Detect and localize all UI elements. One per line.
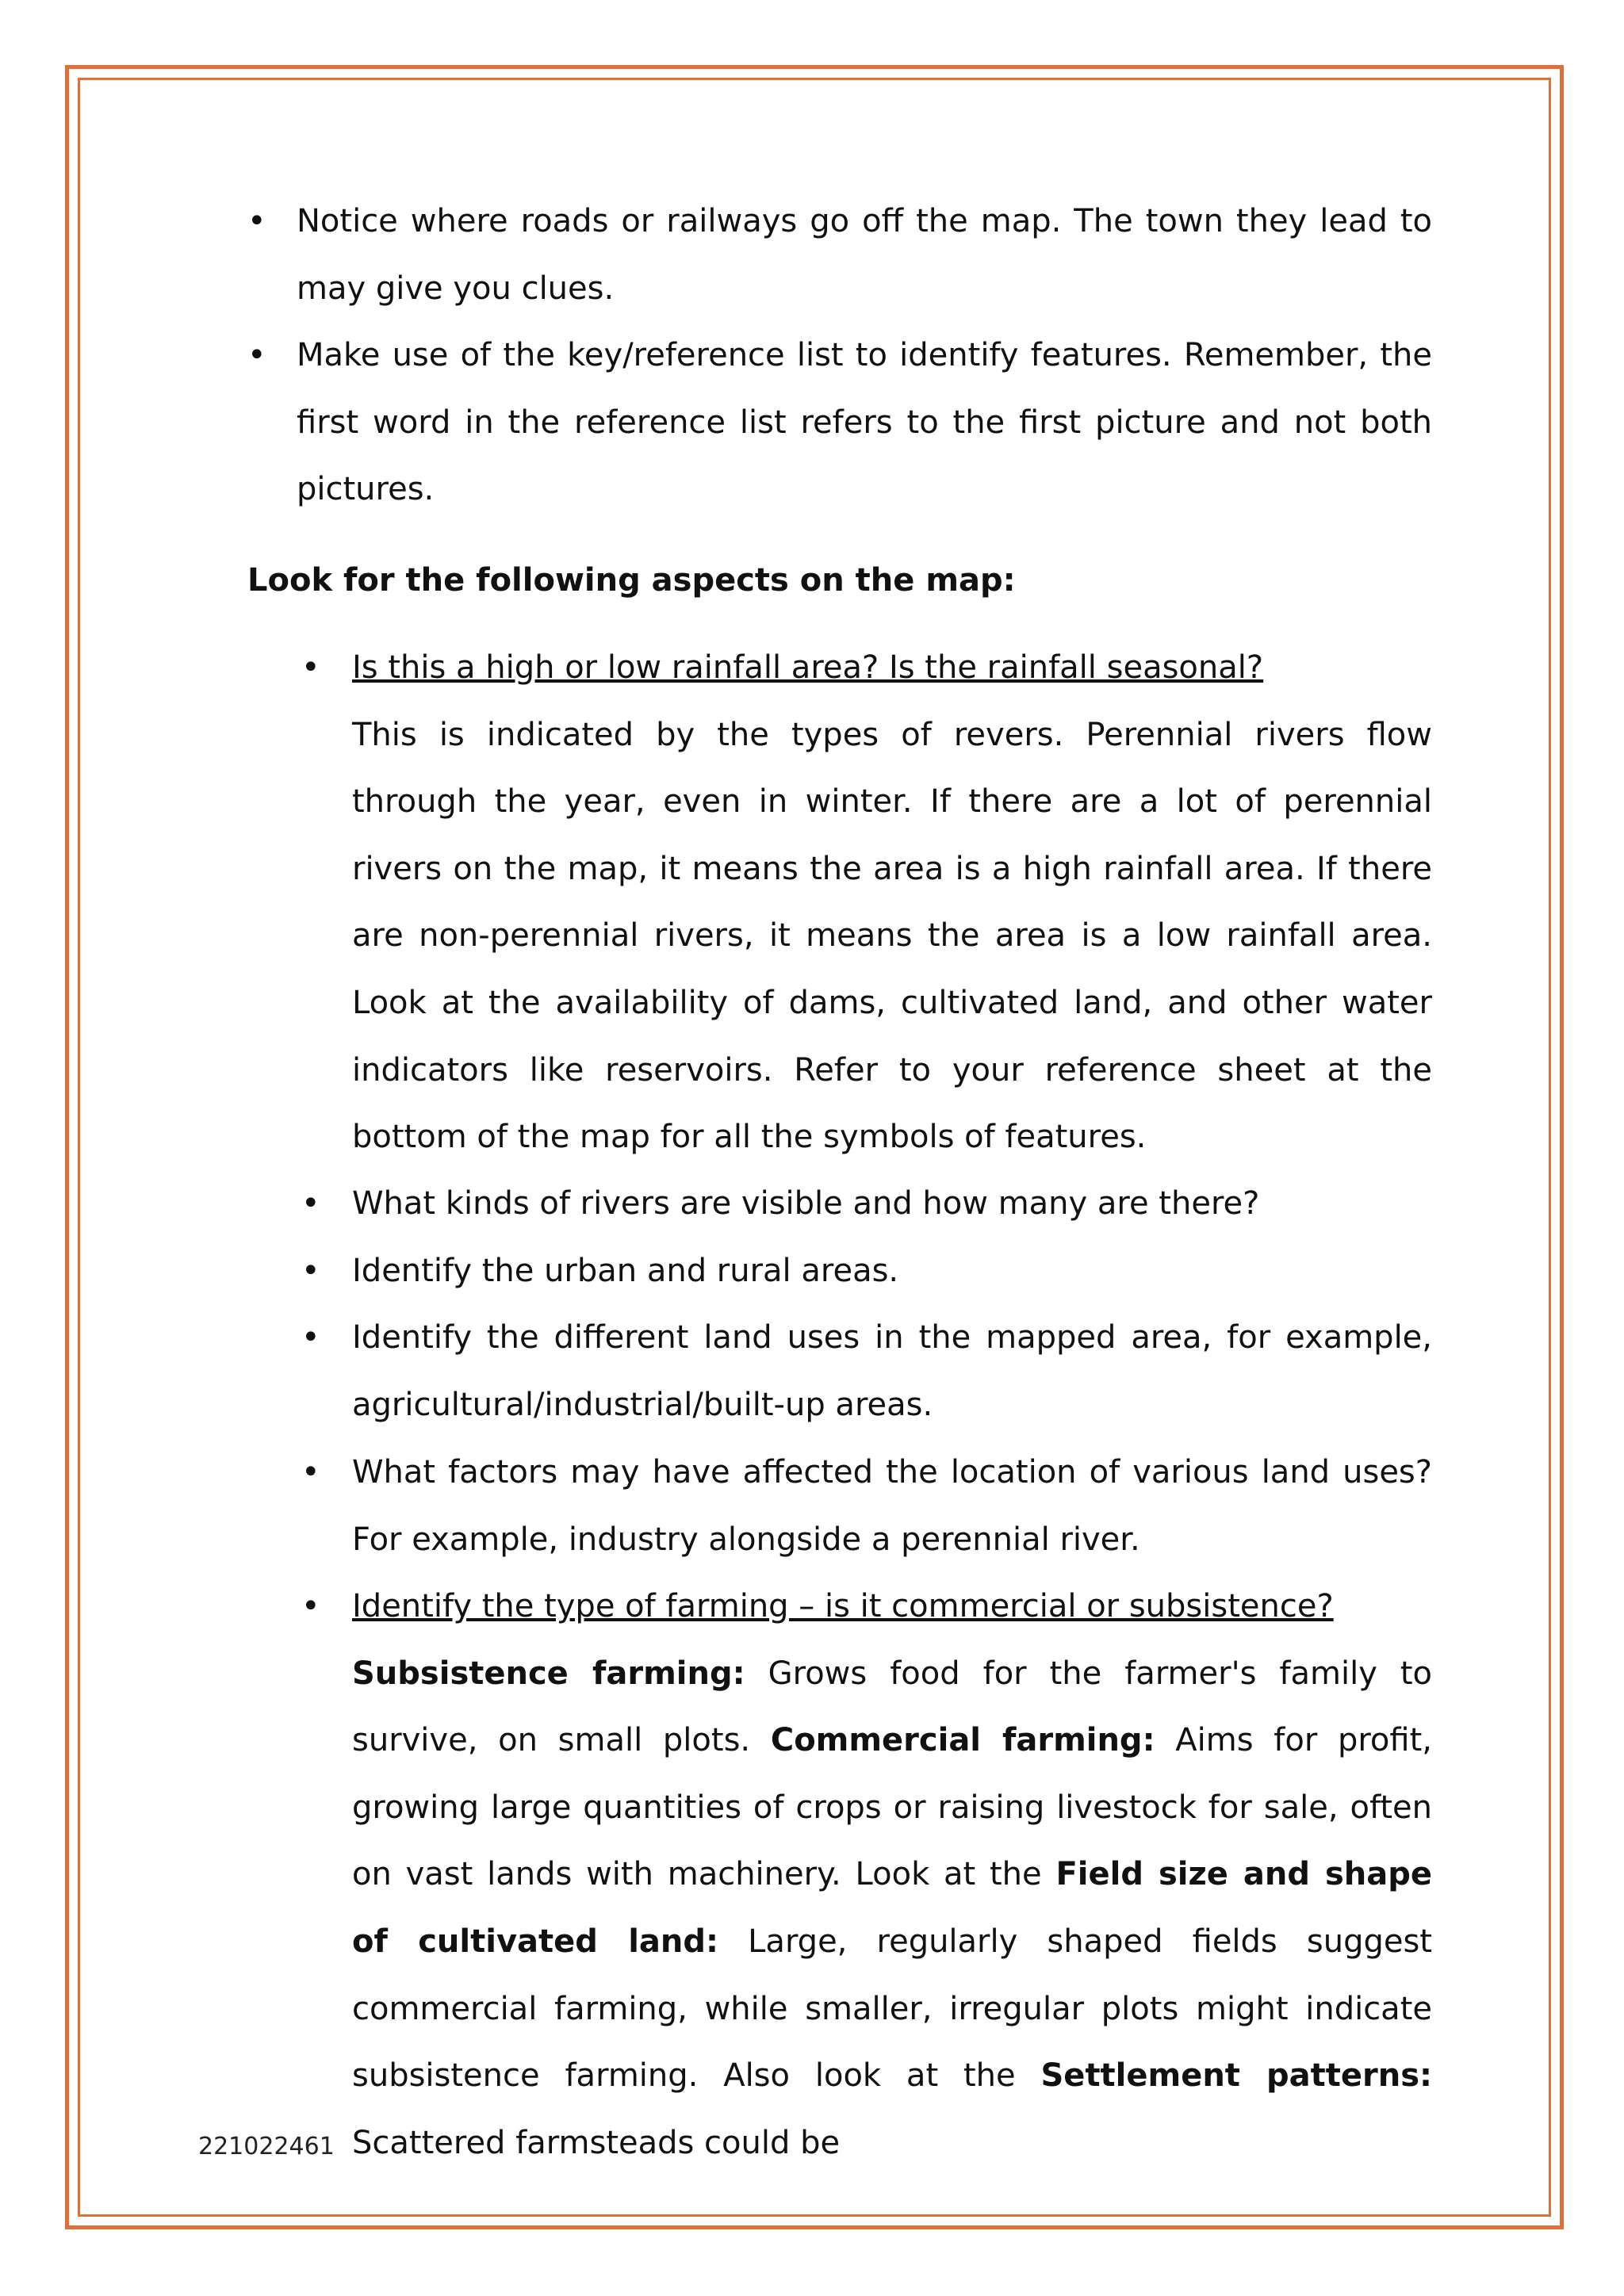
field-size-text: Large, regularly shaped fields suggest commercial farming, while smaller, irregular plots might indicate subsistence farming. Also look at the	[352, 1923, 1432, 2095]
field-size-label: Field size and shape of cultivated land:	[352, 1856, 1433, 1960]
aspect-factors: What factors may have affected the location of various land uses? For example, industry alongside a perennial river.	[352, 1454, 1432, 1558]
aspect-farming	[352, 1573, 1432, 2176]
footer-student-number: 221022461	[198, 2133, 335, 2160]
bullet-icon: •	[301, 1588, 320, 1624]
commercial-label: Commercial farming:	[770, 1722, 1155, 1759]
bullet-icon: •	[247, 337, 266, 373]
settlement-label: Settlement patterns:	[1040, 2057, 1432, 2095]
aspect-land-uses: Identify the different land uses in the mapped area, for example, agricultural/industrial/built-up areas.	[352, 1319, 1432, 1423]
bullet-icon: •	[301, 1454, 320, 1490]
rainfall-question: Is this a high or low rainfall area? Is the rainfall seasonal?	[352, 649, 1264, 686]
settlement-text: Scattered farmsteads could be	[352, 2124, 841, 2161]
bullet-icon: •	[301, 1319, 320, 1356]
rainfall-explanation: This is indicated by the types of revers. Perennial rivers flow through the year, even in winter. If there are a lot of perennial rivers on the map, it means the area is a high rainfall area. If there are non-perennial rivers, it means the area is a low rainfall area. Look at the availability of dams, cultivated land, and other water indicators like reservoirs. Refer to your reference sheet at the bottom of the map for all the symbols of features.	[352, 716, 1432, 1156]
commercial-text: Aims for profit, growing large quantities of crops or raising livestock for sale, often on vast lands with machinery. Look at the	[352, 1722, 1432, 1893]
intro-bullet-roads: Notice where roads or railways go off the map. The town they lead to may give you clues.	[297, 203, 1432, 307]
bullet-icon: •	[301, 1185, 320, 1222]
bullet-icon: •	[247, 203, 266, 239]
intro-bullet-key: Make use of the key/reference list to identify features. Remember, the first word in the reference list refers to the first picture and not both pictures.	[297, 337, 1432, 508]
subsistence-text: Grows food for the farmer's family to survive, on small plots.	[352, 1655, 1433, 1759]
bullet-icon: •	[301, 649, 320, 686]
aspect-rivers: What kinds of rivers are visible and how many are there?	[352, 1185, 1260, 1222]
farming-question: Identify the type of farming – is it commercial or subsistence?	[352, 1588, 1334, 1624]
aspect-urban-rural: Identify the urban and rural areas.	[352, 1253, 899, 1289]
subsistence-label: Subsistence farming:	[352, 1655, 745, 1692]
section-heading: Look for the following aspects on the map:	[247, 562, 1016, 599]
bullet-icon: •	[301, 1253, 320, 1289]
aspect-rainfall	[352, 634, 1432, 1171]
